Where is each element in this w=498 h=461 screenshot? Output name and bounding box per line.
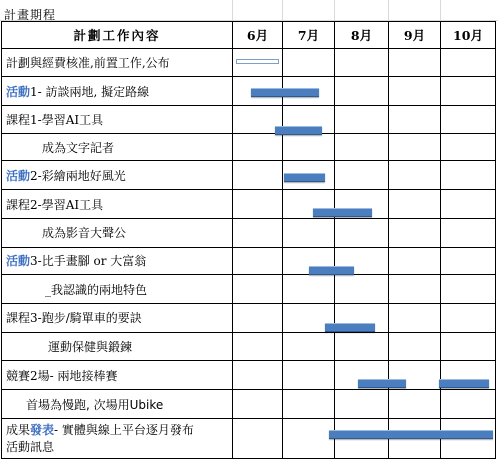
schedule-title: 計畫期程	[4, 8, 57, 22]
task-text: 成為影音大聲公	[42, 226, 127, 241]
schedule-table	[1, 21, 496, 459]
header-month-oct: 10月	[441, 22, 496, 49]
results-label: 成果	[6, 423, 31, 438]
task-text: 3-比手畫腳 or 大富翁	[30, 254, 147, 269]
task-cell	[2, 247, 233, 275]
task-text: - 實體與線上平台逐月發布	[54, 423, 194, 438]
publish-label: 發表	[30, 423, 55, 438]
grid-line	[388, 0, 389, 21]
activity-label: 活動	[6, 84, 31, 99]
table-row	[2, 361, 496, 390]
table-row	[2, 218, 496, 247]
task-cell	[2, 48, 233, 77]
task-text: 課程3-跑步/騎單車的要訣	[6, 311, 142, 326]
table-row	[2, 304, 496, 333]
task-cell	[2, 390, 233, 419]
task-cell	[2, 218, 233, 247]
table-row	[2, 275, 496, 304]
table-row	[2, 390, 496, 419]
task-text: 2-彩繪兩地好風光	[30, 168, 126, 183]
grid-line	[282, 0, 283, 21]
table-row	[2, 133, 496, 161]
task-cell	[2, 275, 233, 304]
task-text: 計劃與經費核准,前置工作,公布	[6, 56, 170, 71]
task-text-line2: 活動訊息	[6, 440, 55, 455]
grid-line	[440, 0, 441, 21]
table-row	[2, 161, 496, 190]
header-row	[2, 22, 496, 49]
header-month-aug: 8月	[335, 22, 389, 49]
task-cell	[2, 133, 233, 161]
task-cell	[2, 304, 233, 333]
task-text: _我認識的兩地特色	[45, 282, 148, 297]
task-text: 課程1-學習AI工具	[6, 112, 104, 127]
header-month-jun: 6月	[233, 22, 283, 49]
task-text: 運動保健與鍛鍊	[48, 340, 133, 355]
task-text: 課程2-學習AI工具	[6, 197, 104, 212]
table-row	[2, 106, 496, 134]
activity-label: 活動	[6, 168, 31, 183]
task-text: 成為文字記者	[42, 140, 115, 155]
table-row	[2, 190, 496, 219]
header-month-sep: 9月	[389, 22, 441, 49]
table-row	[2, 247, 496, 275]
task-text: 競賽2場- 兩地接棒賽	[6, 368, 118, 383]
header-task: 計劃工作內容	[2, 22, 233, 49]
task-cell	[2, 161, 233, 190]
task-cell	[2, 418, 233, 458]
table-row	[2, 48, 496, 77]
task-cell	[2, 190, 233, 219]
grid-line	[334, 0, 335, 21]
task-text: 首場為慢跑, 次場用Ubike	[26, 397, 164, 412]
task-cell	[2, 332, 233, 361]
table-row	[2, 418, 496, 458]
task-cell	[2, 77, 233, 106]
task-cell	[2, 361, 233, 390]
activity-label: 活動	[6, 254, 31, 269]
table-row	[2, 77, 496, 106]
grid-line	[232, 0, 233, 21]
task-cell	[2, 106, 233, 134]
table-row	[2, 332, 496, 361]
header-month-jul: 7月	[283, 22, 335, 49]
task-text: 1- 訪談兩地, 擬定路線	[30, 84, 150, 99]
